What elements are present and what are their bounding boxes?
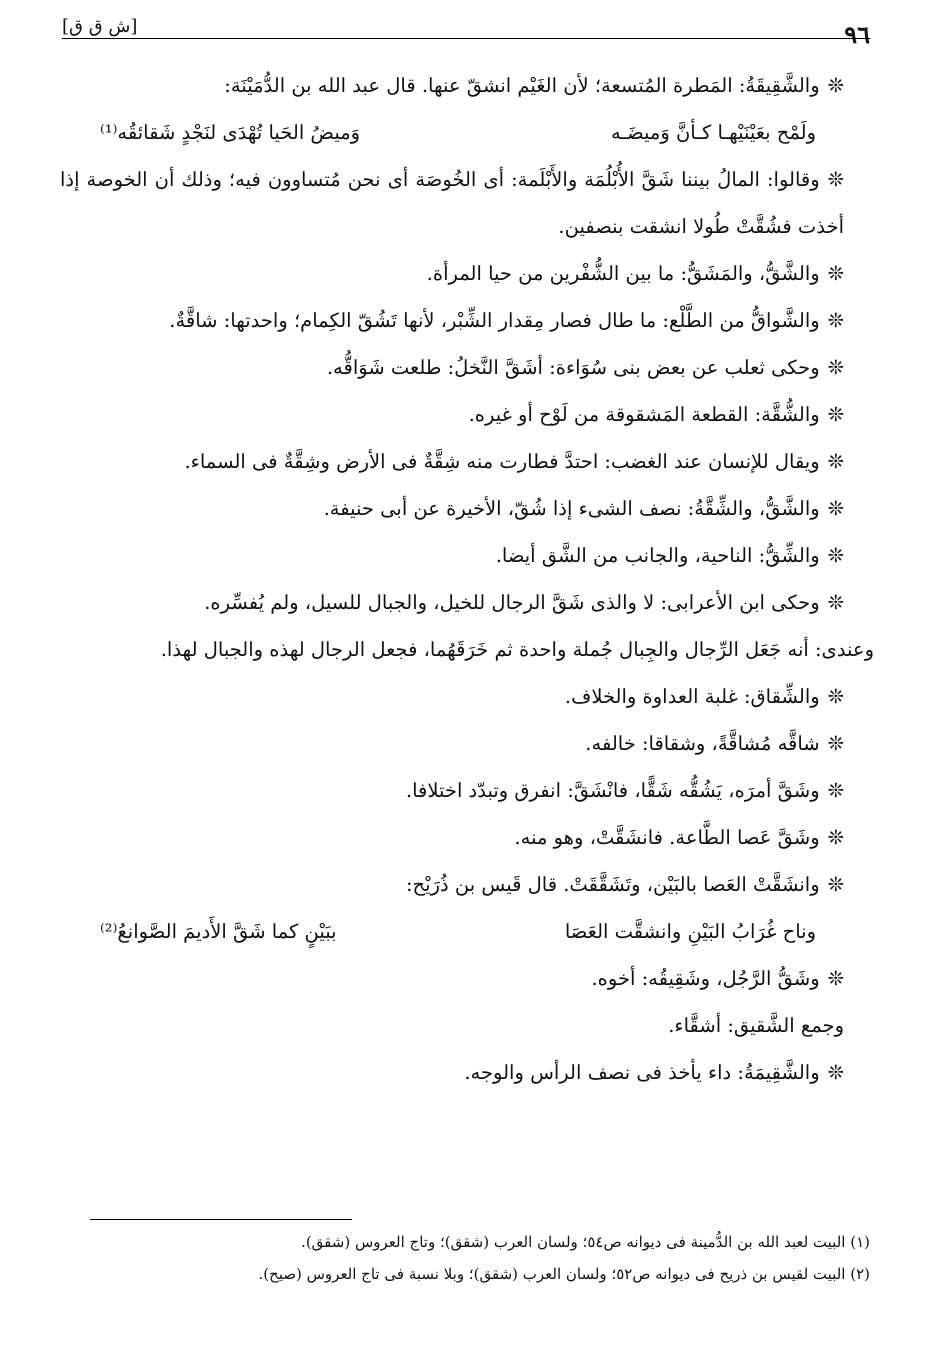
footnote: (٢) البيت لقيس بن ذريح فى ديوانه ص٥٢؛ ولسان العرب (شقق)؛ وبلا نسبة فى تاج العروس (صيح). [258,1265,870,1283]
entry [60,297,874,344]
entry [60,1049,874,1096]
star-icon: ❊ [827,826,844,849]
entry [60,344,874,391]
star-icon: ❊ [827,309,844,332]
entry-text: وانشَقَّتْ العَصا بالبَيْن، وتَشَقَّقَتْ. قال قَيس بن ذُرَيْح: [405,873,820,896]
star-icon: ❊ [827,967,844,990]
footnote-separator [90,1219,352,1220]
entry-text: وشَقُّ الرَّجُل، وشَقِيقُه: أخوه. [591,967,820,990]
star-icon: ❊ [827,873,844,896]
star-icon: ❊ [827,74,844,97]
entry-text: شاقَّه مُشاقَّةً، وشقاقا: خالفه. [585,732,820,755]
entry-text: والشِّقُّ: الناحية، والجانب من الشَّق أيضا. [495,544,820,567]
entry [60,250,874,297]
entry-text: وقالوا: المالُ بيننا شَقَّ الأُبْلُمَة والأَبْلَمة: أى الخُوصَة أى نحن مُتساوون فيه؛ وذلك أن الخوصة إذا أخذت فشُقَّتْ طُولا انشقت بنصفين. [60,168,844,238]
header-rule [62,38,870,39]
star-icon: ❊ [827,262,844,285]
entry-text: وعندى: أنه جَعَل الرِّجال والجِبال جُملة واحدة ثم خَرَقَهُما، فجعل الرجال لهذه والجبال لهذا. [160,638,874,661]
entry [60,391,874,438]
entry [60,156,874,250]
verse-second-hemistich: وَميضُ الحَيا تُهْدَى لنَجْدٍ شَقائقُه⁽¹⁾ [100,121,361,144]
entry [60,861,874,908]
star-icon: ❊ [827,450,844,473]
star-icon: ❊ [827,497,844,520]
entry-text: والشَّواقُّ من الطَّلْع: ما طال فصار مِقدار الشِّبْر، لأنها تَشُقّ الكِمام؛ واحدتها: شاقَّةٌ. [169,309,820,332]
verse-second-hemistich: ببَيْنٍ كما شَقَّ الأَديمَ الصَّوانعُ⁽²⁾ [100,920,337,943]
entry [60,673,874,720]
star-icon: ❊ [827,1061,844,1084]
entry-text: والشَّقِيقَةُ: المَطرة المُتسعة؛ لأن الغَيْم انشقّ عنها. قال عبد الله بن الدُّمَيْنَة: [224,74,820,97]
verse-first-hemistich: ولَمْح بعَيْنَيْهـا كـأنَّ وَميضَـه [610,121,816,144]
page-header [62,14,870,49]
entry [60,767,874,814]
entry-text: وحكى ثعلب عن بعض بنى سُوَاءة: أشَقَّ النَّخلُ: طلعت شَوَاقُّه. [326,356,820,379]
entry [60,626,874,673]
entry [60,1002,874,1049]
verse [60,908,874,955]
footnote: (١) البيت لعبد الله بن الدُّمينة فى ديوانه ص٥٤؛ ولسان العرب (شقق)؛ وتاج العروس (شقق). [301,1233,870,1251]
star-icon: ❊ [827,544,844,567]
entry [60,814,874,861]
entry-text: والشَّقُّ، والشِّقَّةُ: نصف الشىء إذا شُقّ، الأخيرة عن أبى حنيفة. [323,497,820,520]
page-number: ٩٦ [844,20,870,49]
entry [60,438,874,485]
star-icon: ❊ [827,168,844,191]
footnotes [60,1226,870,1290]
entry-text: ويقال للإنسان عند الغضب: احتدَّ فطارت منه شِقَّةٌ فى الأرض وشِقَّةٌ فى السماء. [184,450,820,473]
entry-text: والشُّقَّة: القطعة المَشقوقة من لَوْح أو غيره. [468,403,820,426]
entry [60,62,874,109]
entries-body [60,62,874,1096]
star-icon: ❊ [827,591,844,614]
star-icon: ❊ [827,779,844,802]
star-icon: ❊ [827,685,844,708]
star-icon: ❊ [827,356,844,379]
entry [60,532,874,579]
verse-first-hemistich: وناح غُرَابُ البَيْنِ وانشقَّت العَصَا [564,920,816,943]
entry [60,955,874,1002]
entry-text: وشَقَّ عَصا الطَّاعة. فانشَقَّتْ، وهو منه. [514,826,820,849]
entry [60,720,874,767]
entry [60,485,874,532]
entry-text: والشَّقُّ، والمَشَقُّ: ما بين الشُّفْرين من حيا المرأة. [426,262,820,285]
entry-text: وشَقَّ أمرَه، يَشُقُّه شَقًّا، فانْشَقَّ: انفرق وتبدّد اختلافا. [405,779,820,802]
entry-text: وحكى ابن الأعرابى: لا والذى شَقَّ الرجال للخيل، والجبال للسيل، ولم يُفسِّره. [204,591,820,614]
verse [60,109,874,156]
root-heading: [ش ق ق] [62,16,138,37]
entry-text: والشَّقِيمَةُ: داء يأخذ فى نصف الرأس والوجه. [464,1061,820,1084]
star-icon: ❊ [827,403,844,426]
star-icon: ❊ [827,732,844,755]
entry-text: والشِّقاق: غلبة العداوة والخلاف. [564,685,820,708]
entry [60,579,874,626]
entry-text: وجمع الشَّقيق: أشقَّاء. [668,1014,844,1037]
